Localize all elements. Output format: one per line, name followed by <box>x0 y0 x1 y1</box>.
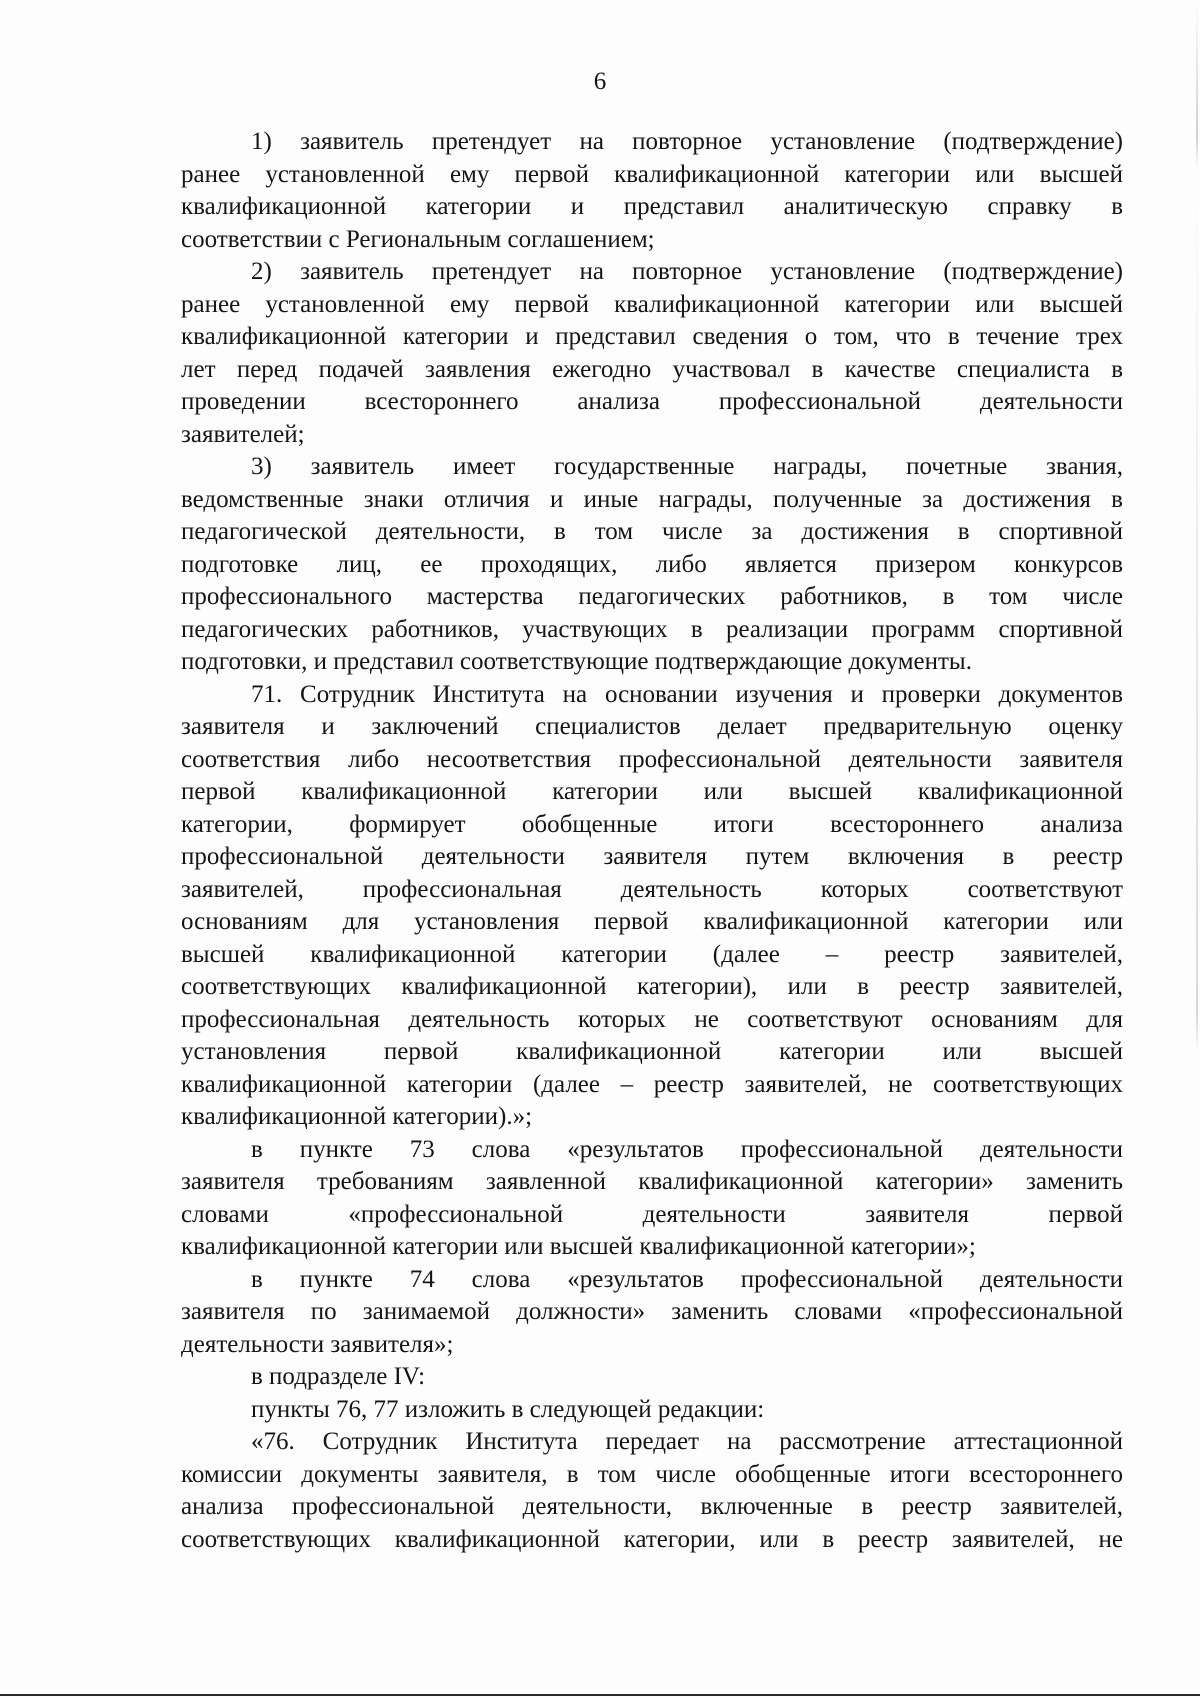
text-line: ранее установленной ему первой квалификационной категории или высшей <box>181 290 1123 318</box>
paragraph <box>181 1134 1123 1264</box>
text-line: заявителя и заключений специалистов делает предварительную оценку <box>181 713 1123 740</box>
text-line: первой квалификационной категории или высшей квалификационной <box>181 778 1123 805</box>
text-line: 2) заявитель претендует на повторное установление (подтверждение) <box>251 258 1123 285</box>
text-line: соответствия либо несоответствия профессиональной деятельности заявителя <box>181 745 1123 773</box>
document-body <box>181 126 1123 1556</box>
text-line: анализа профессиональной деятельности, включенные в реестр заявителей, <box>181 1493 1123 1520</box>
text-line: профессионального мастерства педагогических работников, в том числе <box>181 583 1123 610</box>
text-line: словами «профессиональной деятельности заявителя первой <box>181 1200 1123 1228</box>
page-number: 6 <box>593 68 607 95</box>
text-line: комиссии документы заявителя, в том числе обобщенные итоги всестороннего <box>181 1460 1123 1488</box>
paragraph <box>181 1394 1123 1427</box>
text-line: в подразделе IV: <box>251 1363 426 1390</box>
text-line: 3) заявитель имеет государственные награды, почетные звания, <box>251 453 1123 480</box>
text-line: «76. Сотрудник Института передает на рассмотрение аттестационной <box>251 1428 1123 1455</box>
text-line: 71. Сотрудник Института на основании изучения и проверки документов <box>251 680 1123 708</box>
text-line: установления первой квалификационной категории или высшей <box>181 1038 1123 1065</box>
text-line: заявителей, профессиональная деятельность которых соответствуют <box>181 875 1123 903</box>
paragraph <box>181 451 1123 679</box>
text-line: основаниям для установления первой квалификационной категории или <box>181 908 1123 935</box>
text-line: квалификационной категории и представил аналитическую справку в <box>181 193 1123 220</box>
text-line: заявителя по занимаемой должности» заменить словами «профессиональной <box>181 1298 1123 1325</box>
text-line: пункты 76, 77 изложить в следующей редакции: <box>251 1395 765 1423</box>
text-line: соответствующих квалификационной категории), или в реестр заявителей, <box>181 973 1123 1000</box>
text-line: высшей квалификационной категории (далее – реестр заявителей, <box>181 940 1123 968</box>
text-line: квалификационной категории или высшей квалификационной категории»; <box>181 1233 976 1260</box>
text-line: подготовке лиц, ее проходящих, либо является призером конкурсов <box>181 550 1123 578</box>
text-line: квалификационной категории и представил сведения о том, что в течение трех <box>181 323 1123 350</box>
paragraph <box>181 1264 1123 1362</box>
text-line: категории, формирует обобщенные итоги всестороннего анализа <box>181 810 1123 838</box>
text-line: квалификационной категории).»; <box>181 1103 533 1130</box>
paragraph <box>181 679 1123 1134</box>
text-line: лет перед подачей заявления ежегодно участвовал в качестве специалиста в <box>181 355 1123 383</box>
text-line: заявителей; <box>181 420 305 448</box>
text-line: в пункте 73 слова «результатов профессиональной деятельности <box>251 1135 1123 1163</box>
text-line: педагогических работников, участвующих в реализации программ спортивной <box>181 615 1123 643</box>
text-line: профессиональной деятельности заявителя путем включения в реестр <box>181 843 1123 870</box>
scan-edge-right <box>1196 0 1198 1697</box>
scan-edge-bottom <box>0 1694 1200 1696</box>
text-line: соответствующих квалификационной категории, или в реестр заявителей, не <box>181 1525 1123 1553</box>
text-line: ведомственные знаки отличия и иные награды, полученные за достижения в <box>181 485 1123 513</box>
text-line: проведении всестороннего анализа профессиональной деятельности <box>181 388 1123 415</box>
text-line: подготовки, и представил соответствующие подтверждающие документы. <box>181 648 972 675</box>
text-line: квалификационной категории (далее – реестр заявителей, не соответствующих <box>181 1070 1123 1098</box>
text-line: деятельности заявителя»; <box>181 1330 454 1358</box>
paragraph <box>181 256 1123 451</box>
text-line: педагогической деятельности, в том числе за достижения в спортивной <box>181 518 1123 545</box>
text-line: ранее установленной ему первой квалификационной категории или высшей <box>181 160 1123 188</box>
text-line: профессиональная деятельность которых не соответствуют основаниям для <box>181 1005 1123 1033</box>
text-line: заявителя требованиям заявленной квалификационной категории» заменить <box>181 1168 1123 1195</box>
text-line: 1) заявитель претендует на повторное установление (подтверждение) <box>251 128 1123 155</box>
paragraph <box>181 1361 1123 1394</box>
paragraph <box>181 1426 1123 1556</box>
text-line: в пункте 74 слова «результатов профессиональной деятельности <box>251 1265 1123 1293</box>
paragraph <box>181 126 1123 256</box>
text-line: соответствии с Региональным соглашением; <box>181 225 655 253</box>
